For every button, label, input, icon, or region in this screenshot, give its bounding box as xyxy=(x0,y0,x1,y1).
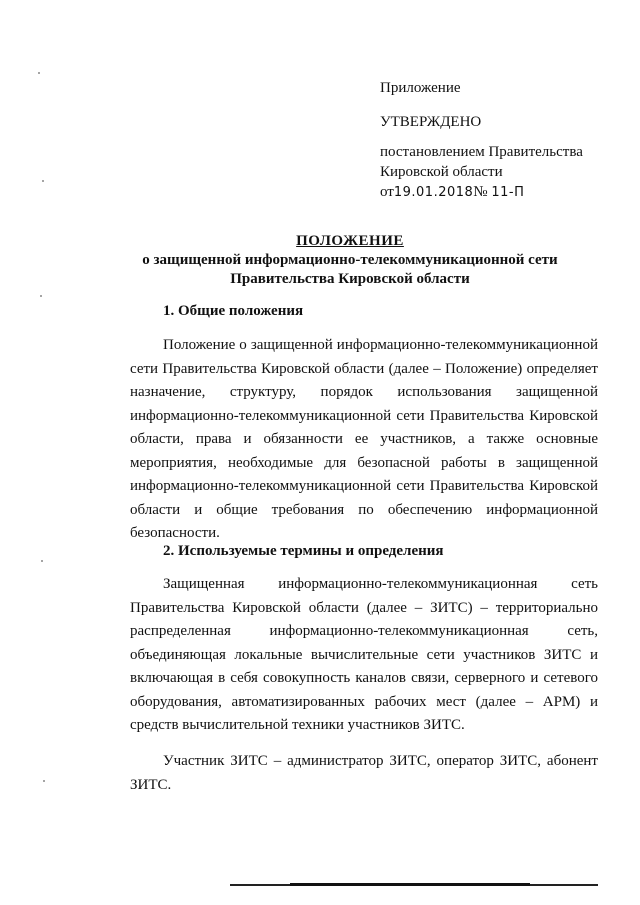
from-prefix: от xyxy=(380,184,394,200)
approved-label: УТВЕРЖДЕНО xyxy=(380,114,482,130)
section-2-paragraph-1: Защищенная информационно-телекоммуникационная сеть Правительства Кировской области (далее – ЗИТС) – территориально распределенная информационно-телекоммуникационная сеть, объединяющая локальные вычислительные сети участников ЗИТС и включающая в себя совокупность каналов связи, серверного и сетевого оборудования, автоматизированных рабочих мест (далее – АРМ) и средств вычислительной техники участников ЗИТС. xyxy=(130,576,598,733)
number-prefix: № xyxy=(473,184,488,200)
handwritten-date: 19.01.2018 xyxy=(393,185,474,200)
title-line-3: Правительства Кировской области xyxy=(230,271,470,287)
section-1-paragraph: Положение о защищенной информационно-телекоммуникационной сети Правительства Кировской области (далее – Положение) определяет назначение, структуру, порядок использования защищенной информационно-телекоммуникационной сети Правительства Кировской области, права и обязанности ее участников, а также основные мероприятия, необходимые для безопасной работы в защищенной информационно-телекоммуникационной сети Правительства Кировской области и общие требования по обеспечению информационной безопасности. xyxy=(130,337,598,541)
decree-date-line xyxy=(380,182,583,203)
approval-block xyxy=(380,78,583,203)
section-1-heading: 1. Общие положения xyxy=(163,303,304,319)
appendix-label: Приложение xyxy=(380,80,461,96)
scan-speck xyxy=(40,295,42,297)
scan-speck xyxy=(41,560,43,562)
handwritten-number: 11-П xyxy=(491,185,525,200)
bottom-rule-thick xyxy=(290,883,530,886)
title-main: ПОЛОЖЕНИЕ xyxy=(296,233,404,249)
decree-line-2: Кировской области xyxy=(380,164,503,180)
section-2-heading: 2. Используемые термины и определения xyxy=(163,543,444,559)
scan-speck xyxy=(38,72,40,74)
document-title xyxy=(100,232,600,289)
title-line-2: о защищенной информационно-телекоммуникационной сети xyxy=(142,252,558,268)
scan-speck xyxy=(42,180,44,182)
section-2-paragraph-2: Участник ЗИТС – администратор ЗИТС, оператор ЗИТС, абонент ЗИТС. xyxy=(130,753,598,793)
scan-speck xyxy=(43,780,45,782)
decree-line-1: постановлением Правительства xyxy=(380,144,583,160)
